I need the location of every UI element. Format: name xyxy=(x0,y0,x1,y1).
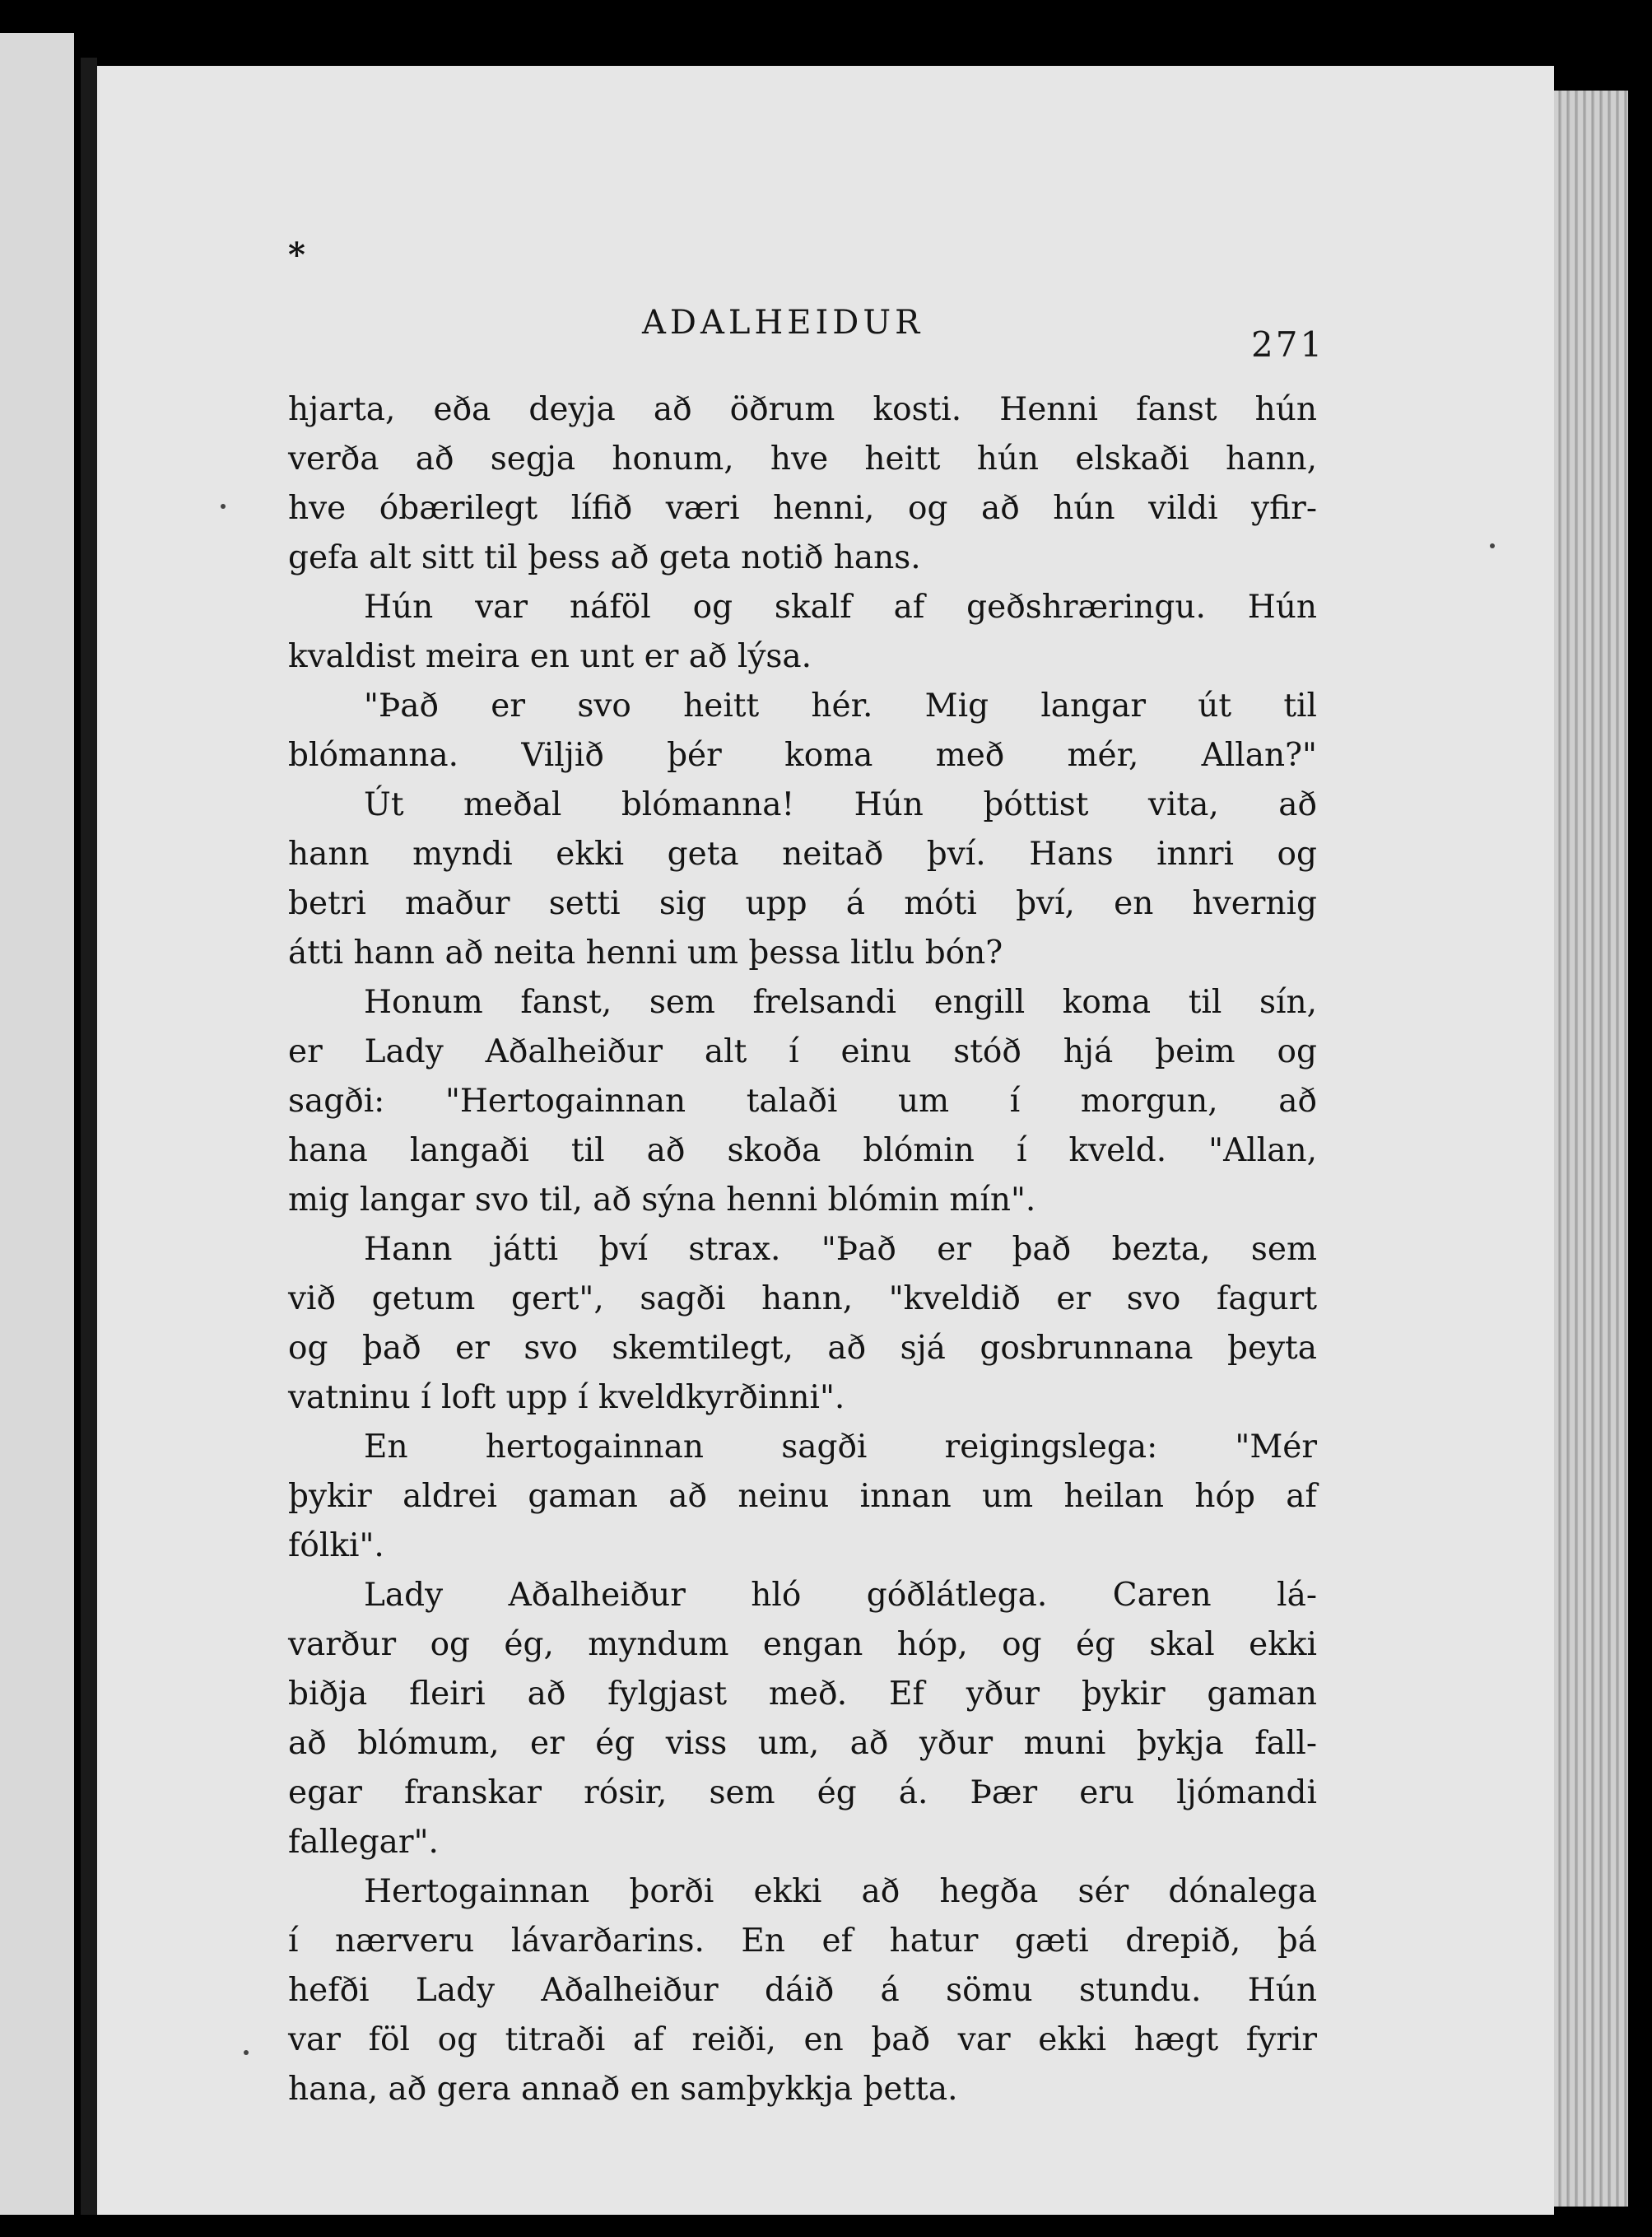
text-line: Lady Aðalheiður hló góðlátlega. Caren lá- xyxy=(364,1577,1317,1614)
text-line: Hertogainnan þorði ekki að hegða sér dónalega xyxy=(364,1873,1317,1910)
text-line: og það er svo skemtilegt, að sjá gosbrunnana þeyta xyxy=(288,1330,1317,1367)
text-line: Hann játti því strax. "Það er það bezta, sem xyxy=(364,1231,1317,1268)
text-line: þykir aldrei gaman að neinu innan um heilan hóp af xyxy=(288,1478,1317,1515)
text-line: biðja fleiri að fylgjast með. Ef yður þykir gaman xyxy=(288,1675,1317,1713)
text-line: verða að segja honum, hve heitt hún elskaði hann, xyxy=(288,440,1317,478)
text-line: við getum gert", sagði hann, "kveldið er svo fagurt xyxy=(288,1280,1317,1317)
page-block-edge xyxy=(1554,91,1628,2207)
body-text xyxy=(288,385,1317,2114)
book-spine xyxy=(81,58,97,2215)
text-line: varður og ég, myndum engan hóp, og ég skal ekki xyxy=(288,1626,1317,1663)
text-line: betri maður setti sig upp á móti því, en hvernig xyxy=(288,885,1317,922)
text-line: fallegar". xyxy=(288,1824,439,1861)
text-line: hve óbærilegt lífið væri henni, og að hún vildi yfir- xyxy=(288,490,1317,527)
text-line: gefa alt sitt til þess að geta notið hans. xyxy=(288,539,921,576)
running-head: ADALHEIDUR xyxy=(642,304,924,342)
text-line: hjarta, eða deyja að öðrum kosti. Henni fanst hún xyxy=(288,391,1317,428)
text-line: í nærveru lávarðarins. En ef hatur gæti drepið, þá xyxy=(288,1922,1317,1960)
text-line: "Það er svo heitt hér. Mig langar út til xyxy=(364,687,1317,725)
text-line: blómanna. Viljið þér koma með mér, Allan?" xyxy=(288,737,1317,774)
margin-mark xyxy=(221,504,226,509)
text-line: Út meðal blómanna! Hún þóttist vita, að xyxy=(364,786,1317,823)
text-line: að blómum, er ég viss um, að yður muni þykja fall- xyxy=(288,1725,1317,1762)
text-line: hana, að gera annað en samþykkja þetta. xyxy=(288,2071,958,2108)
text-line: hana langaði til að skoða blómin í kveld. "Allan, xyxy=(288,1132,1317,1169)
text-line: hann myndi ekki geta neitað því. Hans innri og xyxy=(288,836,1317,873)
text-line: var föl og titraði af reiði, en það var ekki hægt fyrir xyxy=(288,2021,1317,2058)
text-line: er Lady Aðalheiður alt í einu stóð hjá þeim og xyxy=(288,1033,1317,1070)
text-line: En hertogainnan sagði reigingslega: "Mér xyxy=(364,1428,1317,1466)
text-line: mig langar svo til, að sýna henni blómin mín". xyxy=(288,1181,1036,1219)
margin-mark xyxy=(1490,543,1495,548)
text-line: egar franskar rósir, sem ég á. Þær eru ljómandi xyxy=(288,1774,1317,1811)
text-line: fólki". xyxy=(288,1527,384,1564)
facing-page-edge xyxy=(0,33,74,2215)
text-line: Honum fanst, sem frelsandi engill koma til sín, xyxy=(364,984,1317,1021)
text-line: sagði: "Hertogainnan talaði um í morgun, að xyxy=(288,1083,1317,1120)
text-line: hefði Lady Aðalheiður dáið á sömu stundu. Hún xyxy=(288,1972,1317,2009)
text-line: Hún var náföl og skalf af geðshræringu. Hún xyxy=(364,589,1317,626)
corner-mark: * xyxy=(288,235,305,274)
text-line: átti hann að neita henni um þessa litlu bón? xyxy=(288,934,1003,972)
page-number: 271 xyxy=(1251,324,1325,365)
margin-mark xyxy=(244,2050,249,2055)
text-line: kvaldist meira en unt er að lýsa. xyxy=(288,638,812,675)
text-line: vatninu í loft upp í kveldkyrðinni". xyxy=(288,1379,845,1416)
